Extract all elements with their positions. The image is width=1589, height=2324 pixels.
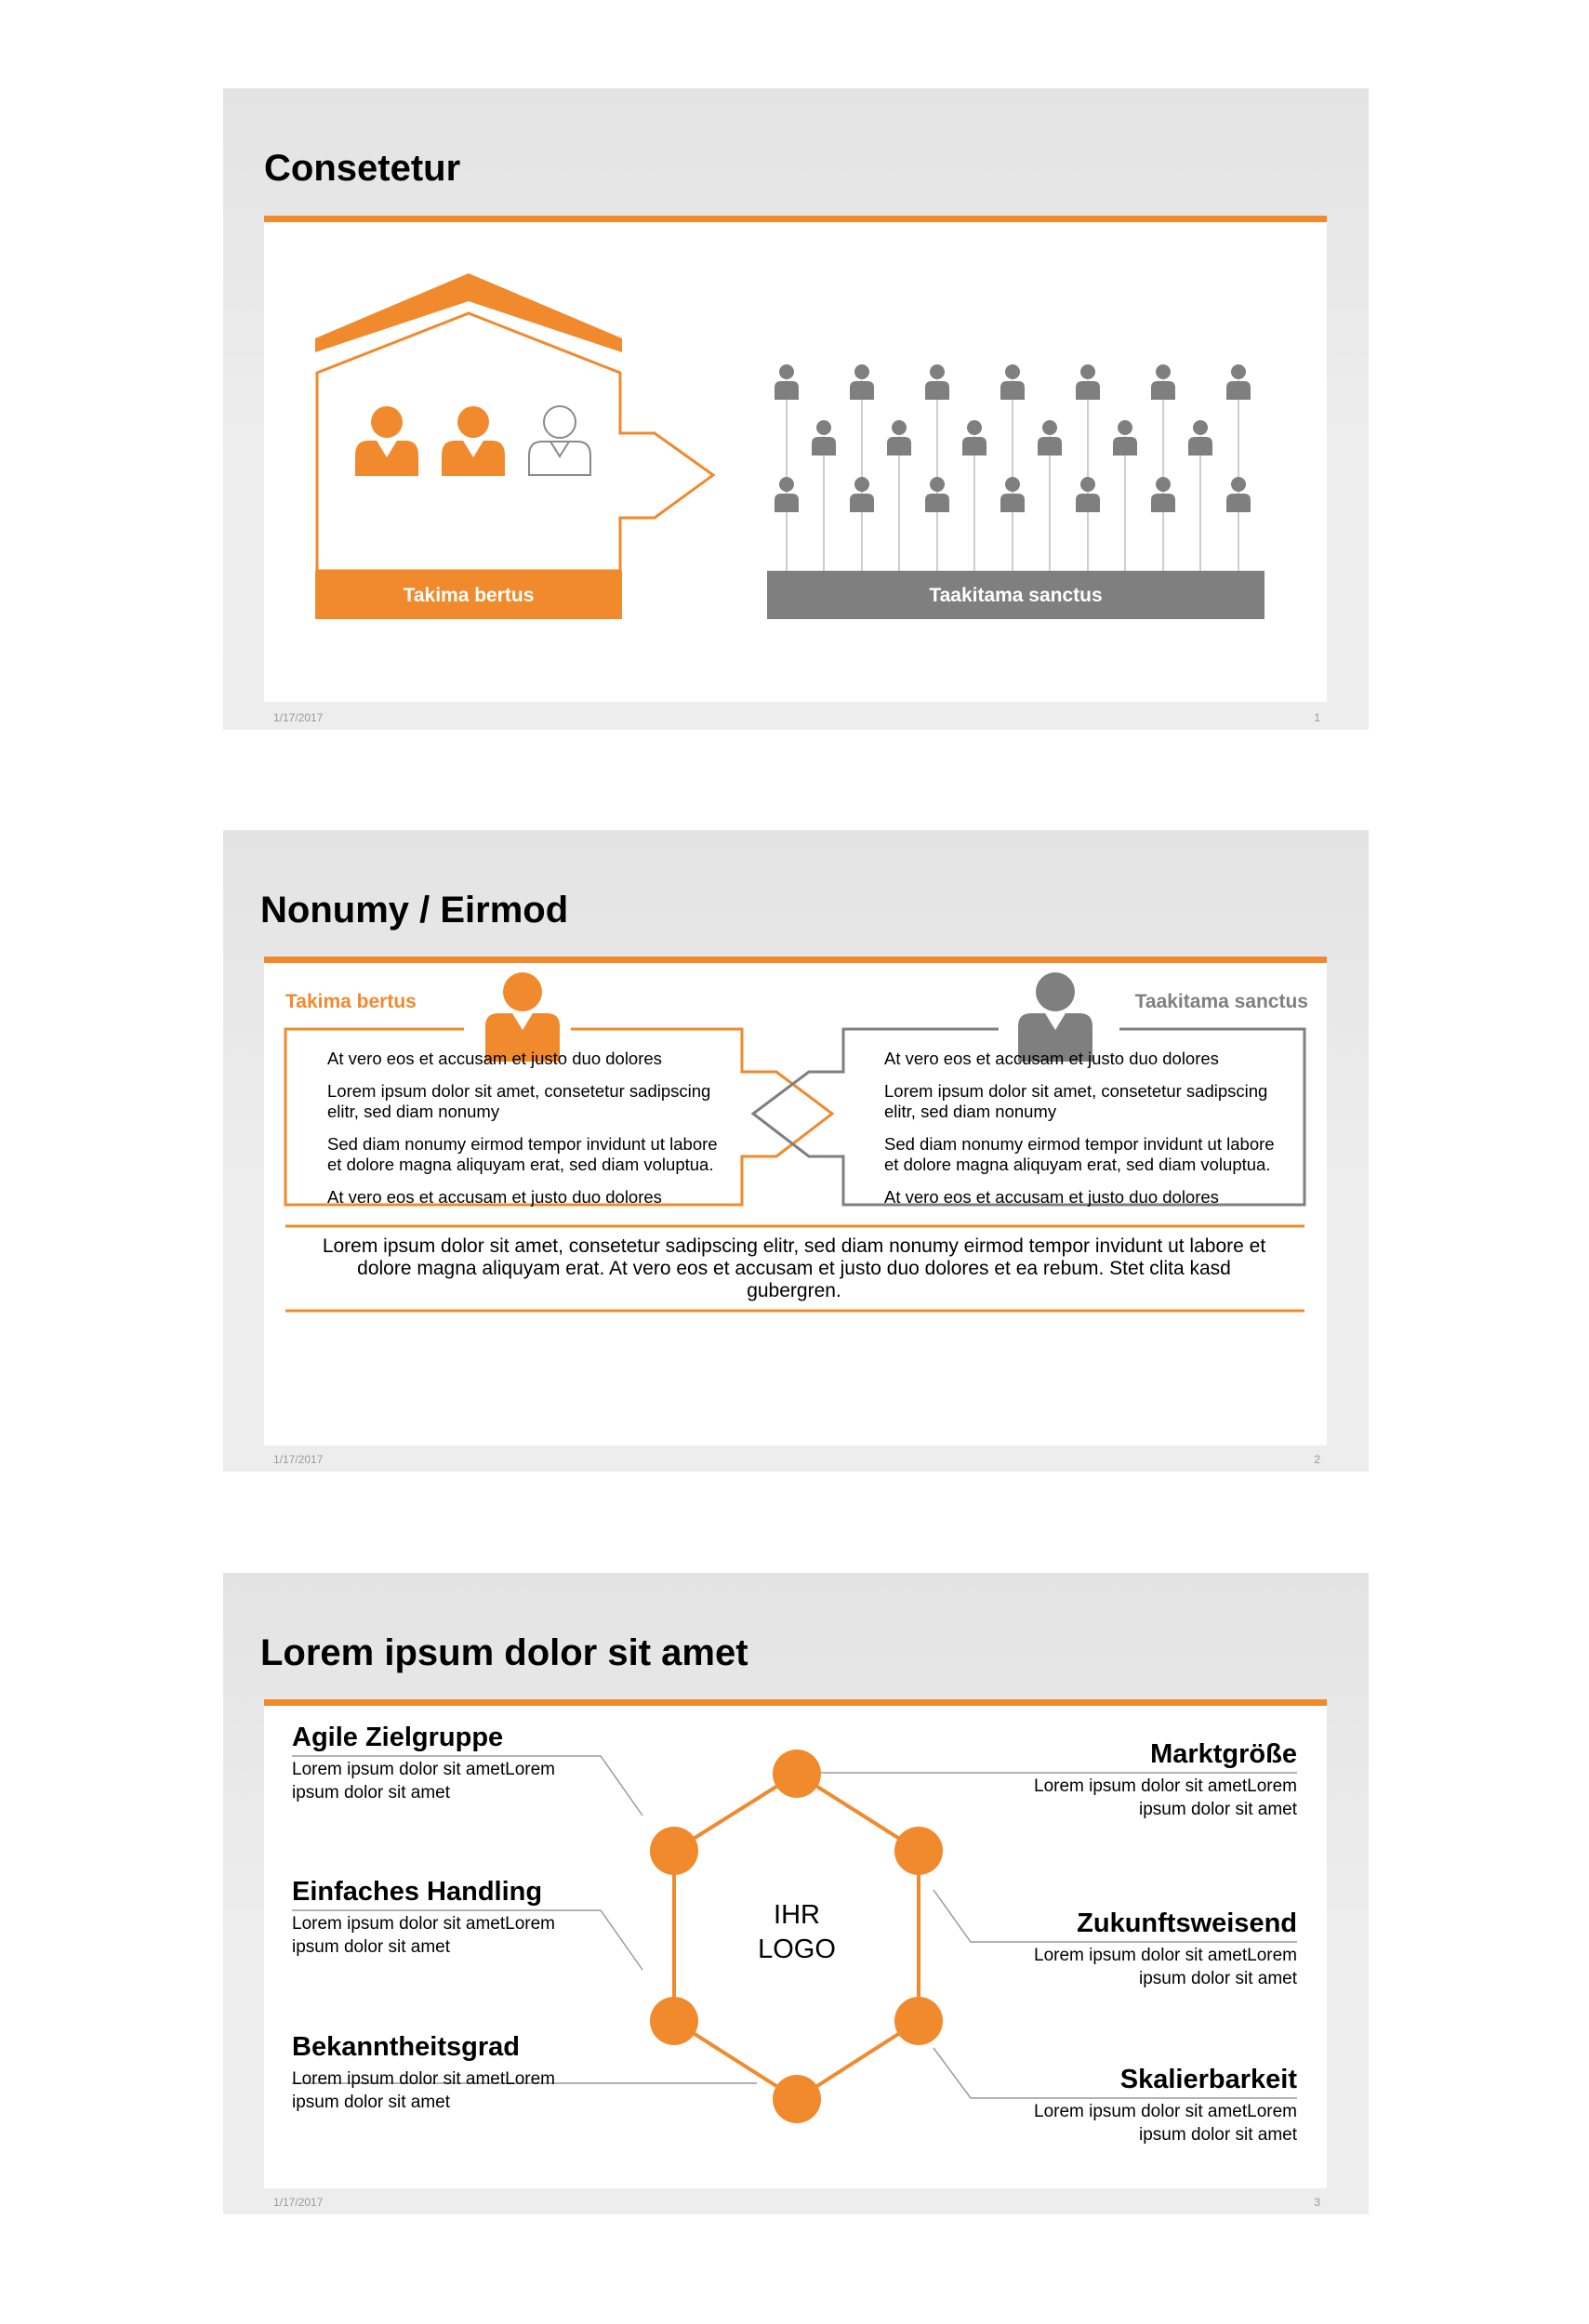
network-node bbox=[650, 1827, 698, 1875]
feature-text: Lorem ipsum dolor sit ametLorem ipsum dolor sit amet bbox=[292, 1760, 555, 1802]
slide-date: 1/17/2017 bbox=[273, 1453, 324, 1466]
slide-title: Lorem ipsum dolor sit amet bbox=[260, 1632, 748, 1673]
right-label: Taakitama sanctus bbox=[929, 585, 1103, 606]
slide-number: 2 bbox=[1314, 1453, 1320, 1466]
title-underline bbox=[264, 1699, 1327, 1706]
slide-1-diagram bbox=[264, 222, 1327, 702]
left-heading: Takima bertus bbox=[285, 991, 417, 1012]
summary-text: Lorem ipsum dolor sit amet, consetetur sadipscing elitr, sed diam nonumy eirmod tempor invidunt ut labore et dolore magna aliquyam erat. At vero eos et accusam et justo duo dolores et ea rebum. Stet clita kasd gubergren. bbox=[322, 1235, 1266, 1301]
slide-3 bbox=[223, 1573, 1369, 2214]
feature-text: Lorem ipsum dolor sit ametLorem ipsum dolor sit amet bbox=[1034, 1946, 1297, 1988]
feature-title: Einfaches Handling bbox=[292, 1877, 543, 1907]
feature-title: Zukunftsweisend bbox=[1077, 1908, 1297, 1938]
logo-line: LOGO bbox=[758, 1934, 836, 1964]
feature-title: Bekanntheitsgrad bbox=[292, 2032, 520, 2062]
right-heading: Taakitama sanctus bbox=[1134, 991, 1308, 1012]
slide-date: 1/17/2017 bbox=[273, 711, 324, 724]
slide-title: Consetetur bbox=[264, 148, 461, 189]
logo-line: IHR bbox=[774, 1900, 820, 1930]
list-item: Lorem ipsum dolor sit amet, consetetur sadipscing elitr, sed diam nonumy bbox=[327, 1081, 711, 1121]
feature-title: Marktgröße bbox=[1150, 1739, 1297, 1769]
feature-title: Skalierbarkeit bbox=[1119, 2065, 1297, 2094]
title-underline bbox=[264, 957, 1327, 963]
left-label: Takima bertus bbox=[403, 585, 535, 606]
person-icon bbox=[355, 406, 418, 476]
feature-text: Lorem ipsum dolor sit ametLorem ipsum dolor sit amet bbox=[1034, 1776, 1297, 1819]
logo-placeholder bbox=[704, 1898, 890, 1967]
list-item: At vero eos et accusam et justo duo dolores bbox=[327, 1187, 662, 1207]
slide-number: 3 bbox=[1314, 2196, 1320, 2209]
slide-title: Nonumy / Eirmod bbox=[260, 890, 569, 931]
list-item: Sed diam nonumy eirmod tempor invidunt ut labore et dolore magna aliquyam erat, sed diam voluptua. bbox=[884, 1134, 1275, 1174]
feature-text: Lorem ipsum dolor sit ametLorem ipsum dolor sit amet bbox=[292, 1914, 555, 1957]
network-node bbox=[773, 2075, 821, 2123]
person-outline-icon bbox=[529, 406, 590, 475]
network-node bbox=[650, 1997, 698, 2045]
slide-number: 1 bbox=[1314, 711, 1320, 724]
left-text-list bbox=[327, 1049, 727, 1220]
person-icon bbox=[442, 406, 505, 476]
network-node bbox=[773, 1750, 821, 1798]
list-item: At vero eos et accusam et justo duo dolores bbox=[884, 1187, 1219, 1207]
slide-content bbox=[264, 1706, 1327, 2188]
feature-text: Lorem ipsum dolor sit ametLorem ipsum dolor sit amet bbox=[292, 2069, 555, 2112]
slide-date: 1/17/2017 bbox=[273, 2196, 324, 2209]
crowd-icon bbox=[775, 364, 1251, 571]
slide-2 bbox=[223, 830, 1369, 1472]
title-underline bbox=[264, 216, 1327, 222]
list-item: At vero eos et accusam et justo duo dolores bbox=[884, 1049, 1219, 1068]
slide-1 bbox=[223, 88, 1369, 730]
slide-content bbox=[264, 222, 1327, 702]
feature-text: Lorem ipsum dolor sit ametLorem ipsum dolor sit amet bbox=[1034, 2102, 1297, 2145]
right-text-list bbox=[884, 1049, 1284, 1220]
slide-content bbox=[264, 963, 1327, 1446]
list-item: At vero eos et accusam et justo duo dolores bbox=[327, 1049, 662, 1068]
network-node bbox=[894, 1827, 943, 1875]
list-item: Lorem ipsum dolor sit amet, consetetur sadipscing elitr, sed diam nonumy bbox=[884, 1081, 1268, 1121]
feature-title: Agile Zielgruppe bbox=[292, 1723, 504, 1752]
network-node bbox=[894, 1997, 943, 2045]
list-item: Sed diam nonumy eirmod tempor invidunt ut labore et dolore magna aliquyam erat, sed diam voluptua. bbox=[327, 1134, 718, 1174]
